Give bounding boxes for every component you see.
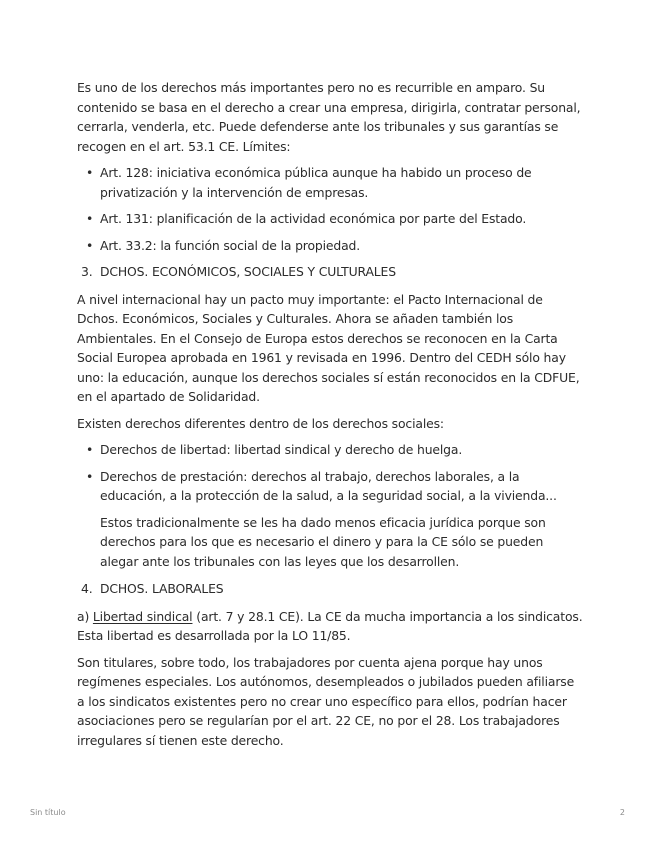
list-item: • Art. 128: iniciativa económica pública aunque ha habido un proceso de privatización y la intervención de empresas. <box>100 163 585 202</box>
subsection-term: Libertad sindical <box>92 608 193 624</box>
intro-paragraph: Es uno de los derechos más importantes pero no es recurrible en amparo. Su contenido se basa en el derecho a crear una empresa, dirigirla, contratar personal, cerrarla, venderla, etc. Puede defenderse ante los tribunales y sus garantías se recogen en el art. 53.1 CE. Límites: <box>77 80 581 154</box>
list-item: • Art. 131: planificación de la actividad económica por parte del Estado. <box>100 209 585 229</box>
subsection-text: (art. 7 y 28.1 CE). La CE da mucha importancia a los sindicatos. Esta libertad es desarrollada por la LO 11/85. <box>77 608 583 643</box>
list-item: • Derechos de libertad: libertad sindical y derecho de huelga. <box>100 440 585 460</box>
section4-paragraph-2: Son titulares, sobre todo, los trabajadores por cuenta ajena porque hay unos regímenes especiales. Los autónomos, desempleados o jubilados pueden afiliarse a los sindicatos existentes pero no crear uno específico para ellos, podrían hacer asociaciones pero se regularían por el art. 22 CE, no por el 28. Los trabajadores irregulares sí tienen este derecho. <box>77 654 575 748</box>
section-heading-3 <box>77 262 585 282</box>
section3-paragraph-2: Existen derechos diferentes dentro de los derechos sociales: <box>77 415 444 431</box>
section3-note: Estos tradicionalmente se les ha dado menos eficacia jurídica porque son derechos para los que es necesario el dinero y para la CE sólo se pueden alegar ante los tribunales con las leyes que los desarrollen. <box>100 514 546 569</box>
section-heading-4 <box>77 579 585 599</box>
document-body <box>77 78 585 757</box>
list-item: • Art. 33.2: la función social de la propiedad. <box>100 236 585 256</box>
footer-page-number: 2 <box>619 808 625 817</box>
social-rights-list <box>77 440 585 506</box>
list-item: • Derechos de prestación: derechos al trabajo, derechos laborales, a la educación, a la protección de la salud, a la seguridad social, a la vivienda... <box>100 467 585 506</box>
section-title: DCHOS. ECONÓMICOS, SOCIALES Y CULTURALES <box>100 264 396 279</box>
section-number: 3. <box>81 264 93 279</box>
section3-paragraph-1: A nivel internacional hay un pacto muy importante: el Pacto Internacional de Dchos. Económicos, Sociales y Culturales. Ahora se añaden también los Ambientales. En el Consejo de Europa estos derechos se reconocen en la Carta Social Europea aprobada en 1961 y revisada en 1996. Dentro del CEDH sólo hay uno: la educación, aunque los derechos sociales sí están reconocidos en la CDFUE, en el apartado de Solidaridad. <box>77 291 580 404</box>
section4-paragraph-1 <box>77 607 585 646</box>
section-number: 4. <box>81 581 93 596</box>
subsection-prefix: a) <box>77 608 93 624</box>
limits-list <box>77 163 585 255</box>
footer-doc-title: Sin título <box>30 808 66 817</box>
section-title: DCHOS. LABORALES <box>100 581 224 596</box>
